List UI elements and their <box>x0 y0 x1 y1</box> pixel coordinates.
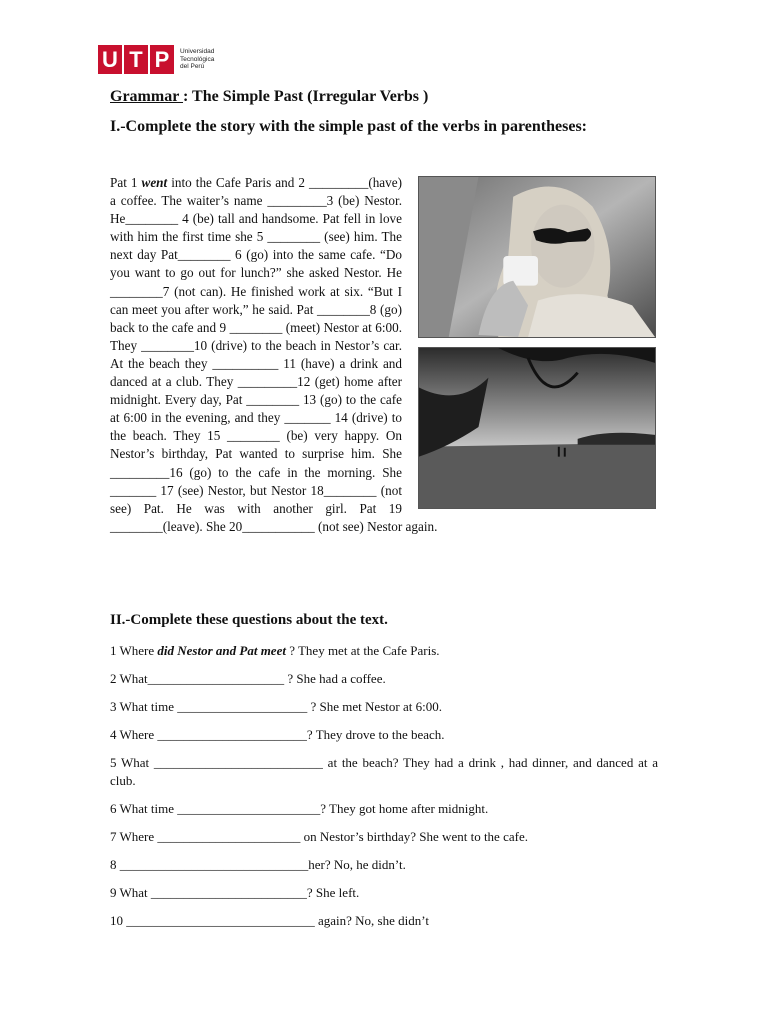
utp-logo <box>98 45 214 74</box>
question-8: 8 _____________________________her? No, he didn’t. <box>110 857 406 872</box>
story-part-2: into the Cafe Paris and 2 _________(have) a coffee. The waiter’s name _________3 (be) Nestor. He________ 4 (be) tall and handsome. Pat fell in love with him the first time she 5 ________ (see) him. The next day Pat________ 6 (go) into the same cafe. “Do you want to go out for lunch?” she asked Nestor. He ________7 (not can). He finished work at six. “But I can meet you after work,” he said. Pat ________8 (go) back to the cafe and 9 ________ (meet) Nestor at 6:00. They ________10 (drive) to the beach in Nestor’s car. At the beach they __________ 11 (have) a drink and danced at a club. They _________12 (get) home after midnight. Every day, Pat ________ 13 (go) to the cafe at 6:00 in the evening, and they _______ 14 (drive) to the beach. They 15 ________ (be) very happy. On Nestor’s birthday, Pat wanted to surprise him. She _________16 (go) to the cafe in the morning. She _______ 17 (see) Nestor, but Nestor 18________ (not see) Pat. He was with another girl. Pat 19 ________(leave). She 20___________ (not see) Nestor again. <box>110 175 438 534</box>
logo-letter-t: T <box>124 45 148 74</box>
woman-drinking-coffee-photo <box>418 176 656 338</box>
question-1-end: ? They met at the Cafe Paris. <box>285 643 440 658</box>
logo-letter-p: P <box>150 45 174 74</box>
question-7: 7 Where ______________________ on Nestor’s birthday? She went to the cafe. <box>110 829 528 844</box>
title-label: Grammar <box>110 88 184 105</box>
logo-line-1: Universidad <box>180 48 215 56</box>
logo-text <box>180 48 214 71</box>
story-part-1: Pat 1 <box>110 175 142 190</box>
section-2-heading: II.-Complete these questions about the text. <box>110 612 388 628</box>
logo-line-3: del Perú <box>180 63 205 71</box>
question-9: 9 What ________________________? She left. <box>110 885 360 900</box>
page-title <box>110 88 428 106</box>
question-1 <box>110 642 658 660</box>
question-10: 10 _____________________________ again? No, she didn’t <box>110 913 429 928</box>
question-1-example: did Nestor and Pat meet <box>157 643 286 658</box>
question-3: 3 What time ____________________ ? She met Nestor at 6:00. <box>110 699 442 714</box>
title-rest: : The Simple Past (Irregular Verbs ) <box>183 88 429 105</box>
question-4: 4 Where _______________________? They drove to the beach. <box>110 727 445 742</box>
beach-sunset-photo <box>418 347 656 509</box>
question-2: 2 What_____________________ ? She had a coffee. <box>110 671 386 686</box>
story-text <box>110 174 658 536</box>
story-example-answer: went <box>141 175 168 190</box>
logo-letter-u: U <box>98 45 122 74</box>
section-1-heading: I.-Complete the story with the simple past of the verbs in parentheses: <box>110 118 587 135</box>
question-6: 6 What time ______________________? They got home after midnight. <box>110 801 489 816</box>
question-1-start: 1 Where <box>110 643 158 658</box>
photo-column <box>418 176 658 506</box>
logo-line-2: Tecnológica <box>180 55 215 63</box>
question-5: 5 What __________________________ at the beach? They had a drink , had dinner, and danced at a club. <box>110 755 658 788</box>
